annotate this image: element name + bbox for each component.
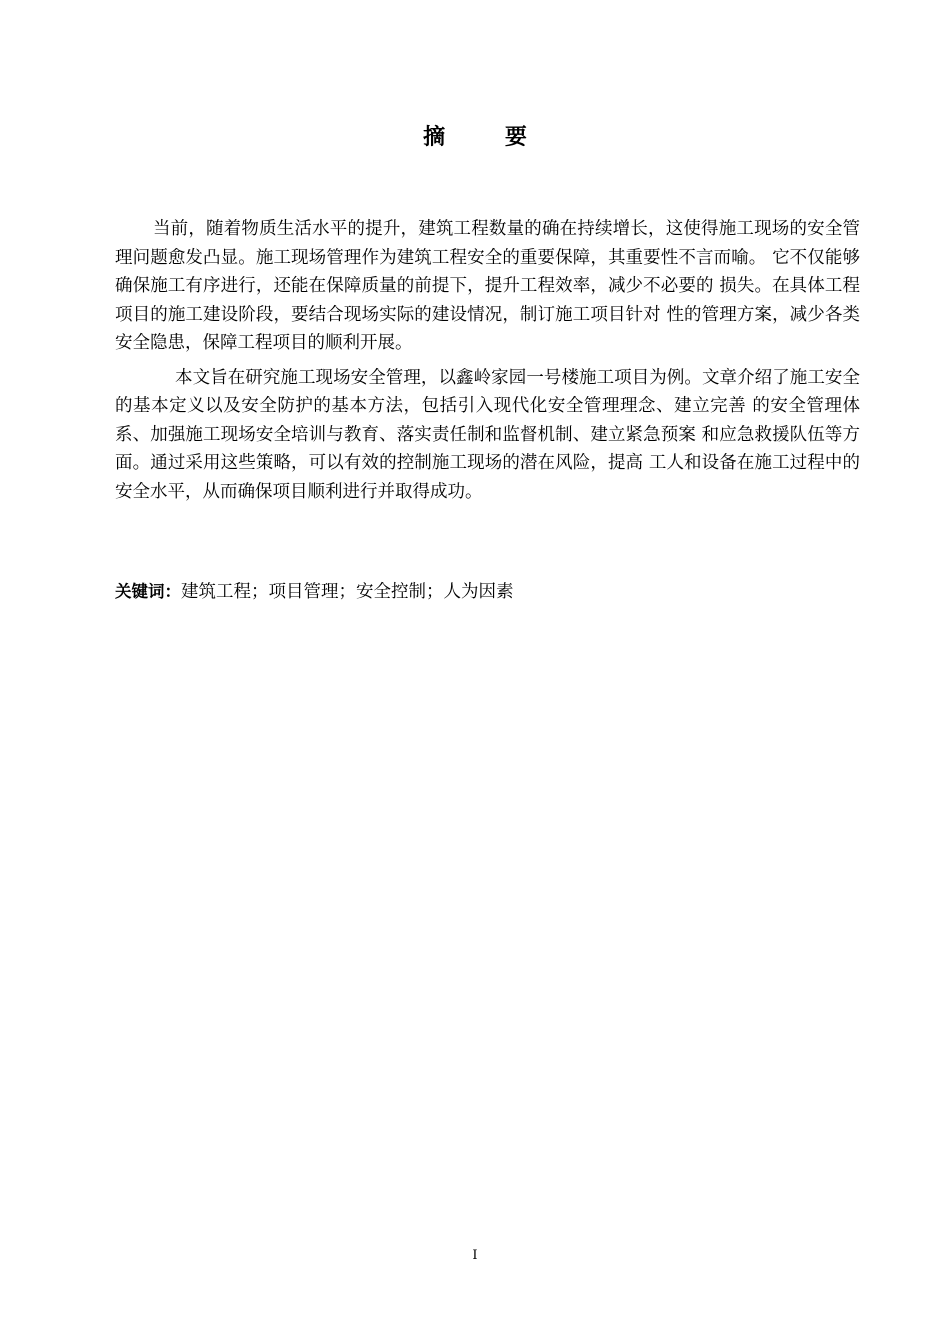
page-number: I [472, 1248, 478, 1263]
keywords-value: 建筑工程；项目管理；安全控制；人为因素 [181, 582, 514, 602]
abstract-body [115, 215, 860, 506]
abstract-paragraph-1: 当前，随着物质生活水平的提升，建筑工程数量的确在持续增长，这使得施工现场的安全管理问题愈发凸显。施工现场管理作为建筑工程安全的重要保障，其重要性不言而喻。 它不仅能够确保施工有序进行，还能在保障质量的前提下，提升工程效率，减少不必要的 损失。在具体工程项目的施工建设阶段，要结合现场实际的建设情况，制订施工项目针对 性的管理方案，减少各类安全隐患，保障工程项目的顺利开展。 [115, 219, 860, 353]
keywords-line [115, 578, 860, 606]
keywords-label: 关键词： [115, 582, 181, 601]
page-title: 摘 要 [423, 125, 553, 150]
abstract-paragraph-2: 本文旨在研究施工现场安全管理，以鑫岭家园一号楼施工项目为例。文章介绍了施工安全的基本定义以及安全防护的基本方法，包括引入现代化安全管理理念、建立完善 的安全管理体系、加强施工现场安全培训与教育、落实责任制和监督机制、建立紧急预案 和应急救援队伍等方面。通过采用这些策略，可以有效的控制施工现场的潜在风险，提高 工人和设备在施工过程中的安全水平，从而确保项目顺利进行并取得成功。 [115, 367, 860, 502]
